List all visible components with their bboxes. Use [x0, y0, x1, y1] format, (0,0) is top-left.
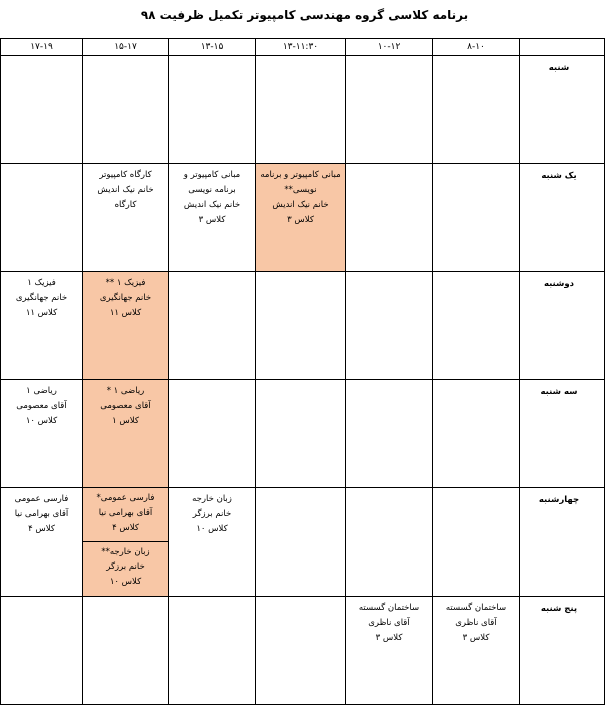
- schedule-cell: [346, 488, 433, 597]
- course-name: ریاضی ۱ *: [106, 386, 145, 396]
- room: کلاس ۱۰: [109, 577, 142, 587]
- schedule-cell: [346, 56, 433, 164]
- corner-cell: [520, 39, 605, 56]
- day-label: دوشنبه: [520, 272, 605, 380]
- time-header: ۱۷-۱۹: [1, 39, 83, 56]
- room: کلاس ۱۱: [109, 308, 142, 318]
- course-name: ساختمان گسسته: [445, 603, 507, 613]
- page-title: برنامه کلاسی گروه مهندسی کامپیوتر تکمیل ظرفیت ۹۸: [140, 8, 469, 22]
- class-cell: [433, 597, 520, 705]
- day-label: شنبه: [520, 56, 605, 164]
- class-cell: [1, 380, 83, 488]
- room: کلاس ۱۰: [196, 524, 228, 534]
- day-row: [1, 56, 605, 164]
- schedule-cell: [1, 597, 83, 705]
- class-cell: [1, 488, 83, 597]
- day-label: یک شنبه: [520, 164, 605, 272]
- schedule-cell: [433, 380, 520, 488]
- day-row: [1, 272, 605, 380]
- room: کلاس ۳: [462, 633, 490, 643]
- room: کلاس ۳: [375, 633, 403, 643]
- course-name: مبانی کامپیوتر و: [183, 170, 241, 180]
- course-name: فیزیک ۱ **: [105, 278, 146, 288]
- class-cell: [169, 488, 256, 597]
- room: کلاس ۳: [287, 215, 314, 225]
- class-cell: [1, 272, 83, 380]
- instructor: خانم برزگر: [106, 562, 145, 572]
- time-header: ۱۵-۱۷: [83, 39, 169, 56]
- room: کلاس ۱۰: [25, 416, 58, 426]
- instructor: خانم نیک اندیش: [272, 200, 329, 210]
- class-cell: [256, 164, 346, 272]
- course-name: کارگاه کامپیوتر: [99, 170, 152, 180]
- instructor: خانم جهانگیری: [15, 293, 68, 303]
- class-cell: [83, 272, 169, 380]
- instructor: آقای معصومی: [16, 401, 67, 411]
- room: کلاس ۳: [198, 215, 226, 225]
- room: کلاس ۴: [28, 524, 55, 534]
- class-cell: [83, 380, 169, 488]
- day-row: [1, 597, 605, 705]
- room: کلاس ۱: [112, 416, 139, 426]
- instructor: آقای بهرامی نیا: [98, 508, 153, 518]
- instructor: آقای ناظری: [368, 618, 410, 628]
- schedule-cell: [256, 488, 346, 597]
- time-header: ۸-۱۰: [433, 39, 520, 56]
- schedule-cell: [433, 164, 520, 272]
- room: کلاس ۱۱: [25, 308, 58, 318]
- schedule-cell: [256, 380, 346, 488]
- schedule-cell: [1, 164, 83, 272]
- day-row: [1, 164, 605, 272]
- course-name: زبان خارجه: [192, 494, 232, 504]
- time-header: ۱۰-۱۲: [346, 39, 433, 56]
- room: کارگاه: [114, 200, 137, 210]
- course-name: فارسی عمومی: [14, 494, 69, 504]
- day-row: [1, 380, 605, 488]
- course-name: ریاضی ۱: [26, 386, 57, 396]
- schedule-cell: [433, 272, 520, 380]
- schedule-cell: [169, 380, 256, 488]
- schedule-cell: [256, 272, 346, 380]
- course-name: زبان خارجه**: [101, 547, 150, 557]
- schedule-cell: [169, 272, 256, 380]
- schedule-cell: [83, 597, 169, 705]
- schedule-cell: [169, 597, 256, 705]
- instructor: آقای بهرامی نیا: [14, 509, 69, 519]
- schedule-cell: [256, 56, 346, 164]
- schedule-cell: [433, 488, 520, 597]
- schedule-cell: [346, 272, 433, 380]
- schedule-table: [0, 38, 605, 705]
- day-label: چهارشنبه: [520, 488, 605, 597]
- time-header: ۱۳-۱۱:۳۰: [256, 39, 346, 56]
- instructor: خانم نیک اندیش: [97, 185, 154, 195]
- schedule-cell: [83, 56, 169, 164]
- day-label: سه شنبه: [520, 380, 605, 488]
- class-cell: [83, 488, 169, 597]
- room: کلاس ۴: [112, 523, 139, 533]
- schedule-cell: [256, 597, 346, 705]
- header-row: [1, 39, 605, 56]
- class-cell: [169, 164, 256, 272]
- instructor: خانم نیک اندیش: [183, 200, 241, 210]
- schedule-cell: [169, 56, 256, 164]
- instructor: آقای ناظری: [455, 618, 497, 628]
- time-header: ۱۳-۱۵: [169, 39, 256, 56]
- schedule-cell: [346, 380, 433, 488]
- course-name: نویسی**: [284, 185, 317, 195]
- schedule-cell: [346, 164, 433, 272]
- schedule-cell: [433, 56, 520, 164]
- class-cell: [83, 164, 169, 272]
- course-name: برنامه نویسی: [188, 185, 236, 195]
- course-name: مبانی کامپیوتر و برنامه: [260, 170, 341, 180]
- schedule-cell: [1, 56, 83, 164]
- day-row: [1, 488, 605, 597]
- instructor: خانم برزگر: [192, 509, 232, 519]
- instructor: خانم جهانگیری: [99, 293, 152, 303]
- class-slot: [83, 541, 168, 596]
- class-cell: [346, 597, 433, 705]
- course-name: ساختمان گسسته: [358, 603, 420, 613]
- day-label: پنج شنبه: [520, 597, 605, 705]
- instructor: آقای معصومی: [100, 401, 151, 411]
- course-name: فارسی عمومی*: [96, 493, 155, 503]
- class-slot: [83, 488, 168, 541]
- course-name: فیزیک ۱: [27, 278, 56, 288]
